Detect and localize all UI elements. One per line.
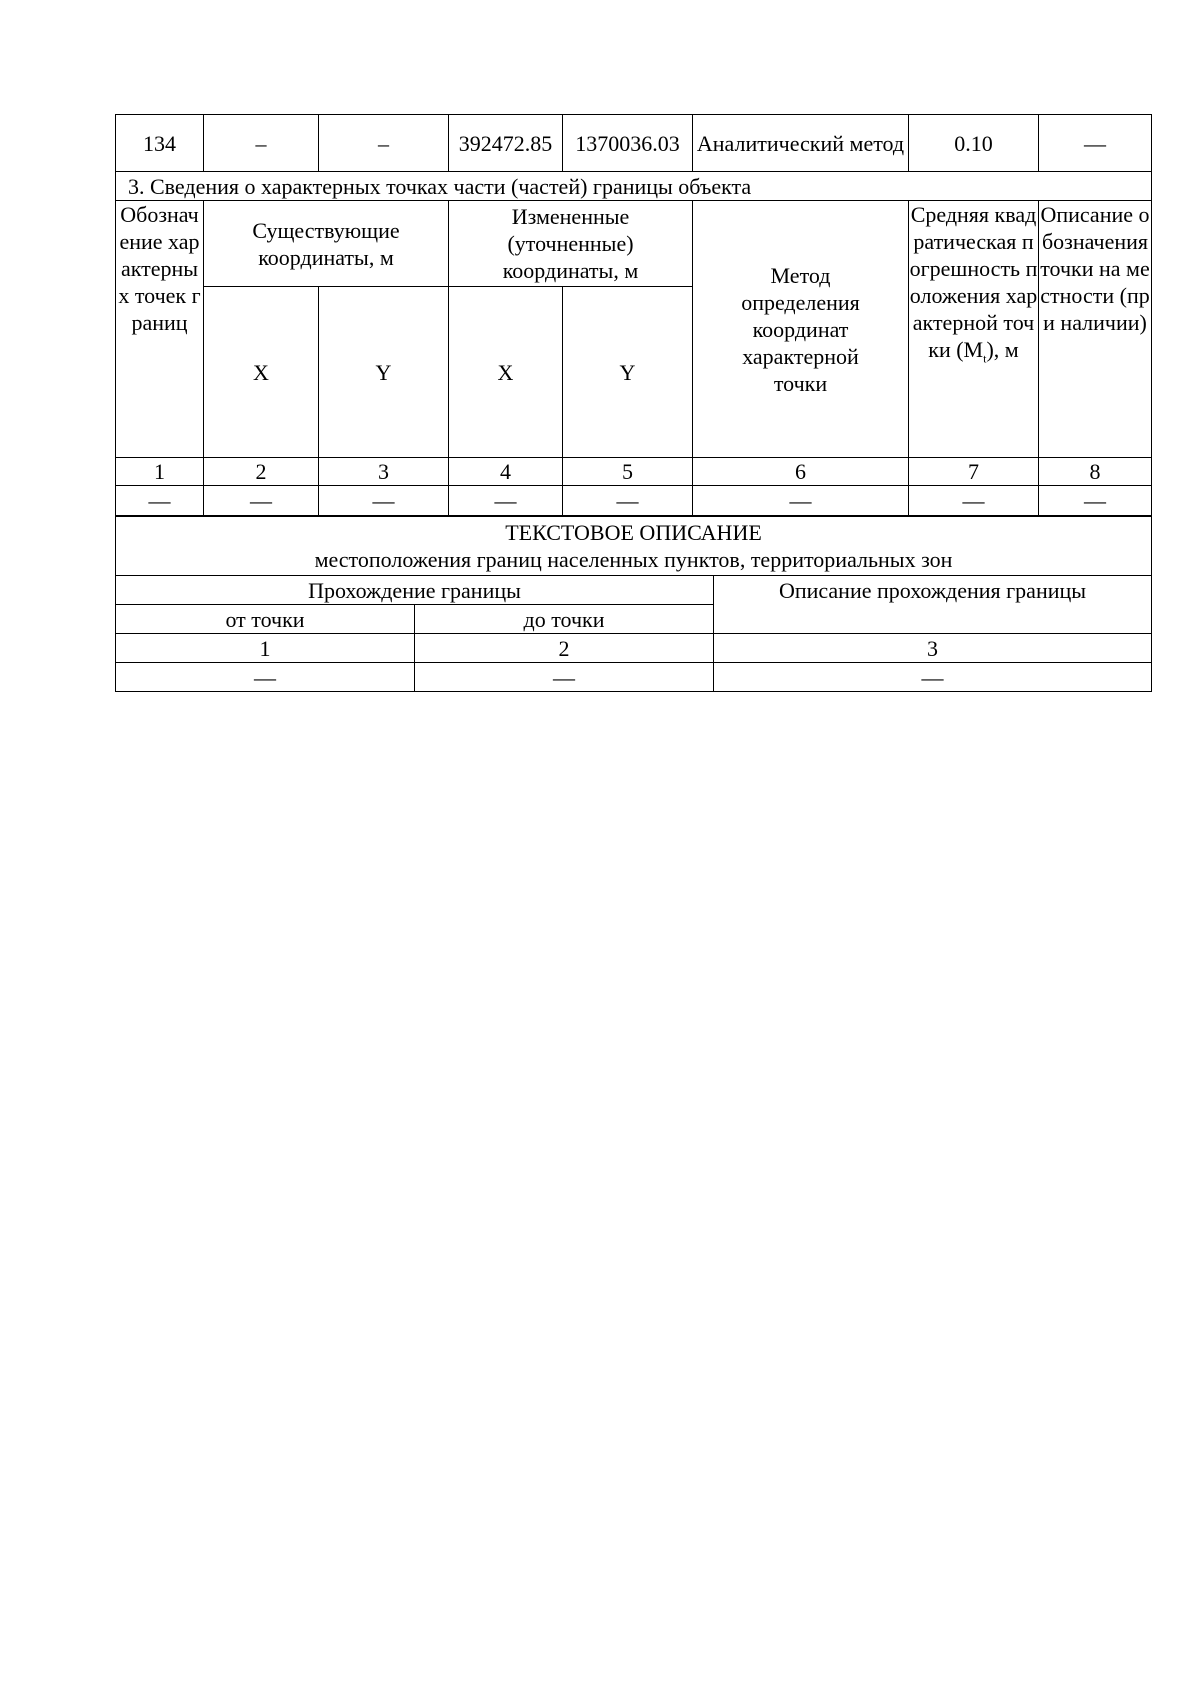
empty-cell: — bbox=[563, 486, 693, 516]
existing-y: – bbox=[319, 115, 449, 172]
changed-x: 392472.85 bbox=[449, 115, 563, 172]
passage-header: Прохождение границы bbox=[116, 576, 714, 605]
empty-cell: — bbox=[319, 486, 449, 516]
empty-cell: — bbox=[204, 486, 319, 516]
column-number: 1 bbox=[116, 458, 204, 486]
header-error-unit: ), м bbox=[986, 337, 1019, 362]
column-number: 2 bbox=[204, 458, 319, 486]
text-description-title: ТЕКСТОВОЕ ОПИСАНИЕ bbox=[505, 520, 762, 545]
text-description-heading bbox=[116, 517, 1152, 576]
header-changed-coords: Измененные (уточненные) координаты, м bbox=[449, 201, 693, 287]
header-error-subscript: t bbox=[983, 351, 987, 366]
passage-header-row bbox=[116, 576, 1152, 605]
column-number: 8 bbox=[1039, 458, 1152, 486]
header-changed-y: Y bbox=[563, 287, 693, 458]
header-error bbox=[909, 201, 1039, 458]
header-existing-y: Y bbox=[319, 287, 449, 458]
header-description: Описание обозначения точки на местности (при наличии) bbox=[1039, 201, 1152, 458]
empty-cell: — bbox=[714, 663, 1152, 692]
description-value: — bbox=[1039, 115, 1152, 172]
empty-data-row bbox=[116, 486, 1152, 516]
from-point-header: от точки bbox=[116, 605, 415, 634]
header-existing-coords: Существующие координаты, м bbox=[204, 201, 449, 287]
empty-cell: — bbox=[415, 663, 714, 692]
text-description-subtitle: местоположения границ населенных пунктов, территориальных зон bbox=[314, 547, 953, 572]
empty-cell: — bbox=[116, 486, 204, 516]
text-empty-row bbox=[116, 663, 1152, 692]
empty-cell: — bbox=[909, 486, 1039, 516]
empty-cell: — bbox=[693, 486, 909, 516]
changed-y: 1370036.03 bbox=[563, 115, 693, 172]
coordinates-table bbox=[115, 114, 1152, 516]
existing-x: – bbox=[204, 115, 319, 172]
column-number: 5 bbox=[563, 458, 693, 486]
column-number: 1 bbox=[116, 634, 415, 663]
empty-cell: — bbox=[116, 663, 415, 692]
text-description-table bbox=[115, 516, 1152, 692]
section3-title-row bbox=[116, 172, 1152, 201]
passage-description-header: Описание прохождения границы bbox=[714, 576, 1152, 634]
header-method: Метод определения координат характерной точки bbox=[693, 201, 909, 458]
header-changed-x: X bbox=[449, 287, 563, 458]
text-description-header-row bbox=[116, 517, 1152, 576]
point-number: 134 bbox=[116, 115, 204, 172]
column-number: 3 bbox=[319, 458, 449, 486]
header-error-text: Средняя квадратическая погрешность положения характерной точки (M bbox=[909, 202, 1038, 362]
column-number: 7 bbox=[909, 458, 1039, 486]
error-value: 0.10 bbox=[909, 115, 1039, 172]
header-existing-x: X bbox=[204, 287, 319, 458]
section3-header-row1 bbox=[116, 201, 1152, 287]
empty-cell: — bbox=[1039, 486, 1152, 516]
method-value: Аналитический метод bbox=[693, 115, 909, 172]
column-number: 2 bbox=[415, 634, 714, 663]
column-number: 3 bbox=[714, 634, 1152, 663]
empty-cell: — bbox=[449, 486, 563, 516]
section3-title: 3. Сведения о характерных точках части (частей) границы объекта bbox=[116, 172, 1152, 201]
column-number: 4 bbox=[449, 458, 563, 486]
column-number-row bbox=[116, 458, 1152, 486]
header-designation: Обозначение характерных точек границ bbox=[116, 201, 204, 458]
column-number: 6 bbox=[693, 458, 909, 486]
text-column-number-row bbox=[116, 634, 1152, 663]
to-point-header: до точки bbox=[415, 605, 714, 634]
point-row-134 bbox=[116, 115, 1152, 172]
